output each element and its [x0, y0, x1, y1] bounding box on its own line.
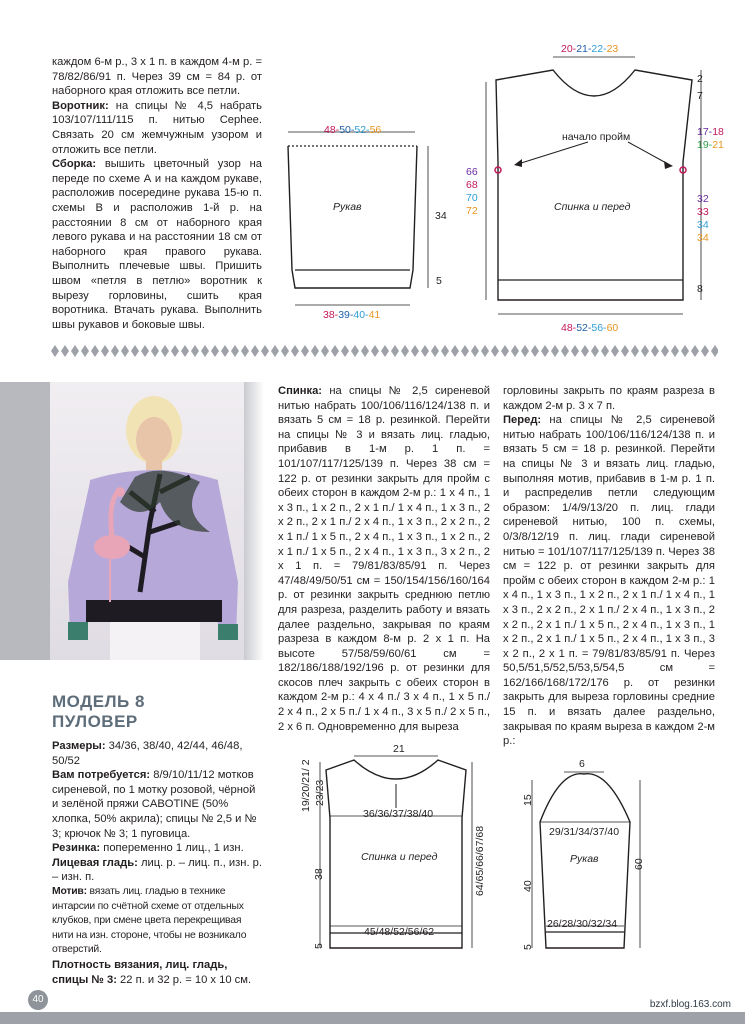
back-label: Спинка: [278, 385, 323, 397]
sleeve-schema-top [270, 120, 450, 330]
paragraph: каждом 6-м р., 3 х 1 п. в каждом 4-м р. = 78/82/86/91 п. Через 39 см = 84 р. от наборного края отложить все петли. [52, 56, 262, 98]
s-cuff: 5 [522, 944, 534, 950]
body-armhole-lengths: 17-18 19-21 [697, 126, 724, 151]
front-instructions [503, 384, 715, 749]
bold-label: Воротник: [52, 99, 109, 112]
paragraph-body: на спицы № 4,5 набрать 103/107/111/115 п. нитью Cephee. Связать 20 см жемчужным узором и отложить все петли. [52, 99, 262, 156]
density-paragraph: Плотность вязания, лиц. гладь, спицы № 3: 22 п. и 32 р. = 10 х 10 см. [52, 958, 252, 986]
sleeve-label: Рукав [333, 201, 362, 213]
body-schema-top [478, 52, 723, 337]
b-left-top: 19/20/21/ 2 [300, 759, 312, 812]
motif-paragraph: Мотив: вязать лиц. гладью в технике интарсии по счётной схеме от отдельных клубков, при смене цвета перекрещивая нити на изн. стороне, чтобы не возникало отверстий. [52, 885, 247, 956]
page-number: 40 [28, 990, 48, 1010]
b-left-top2: 23/23 [314, 779, 326, 806]
model-photo [50, 382, 244, 660]
bold-label: Сборка: [52, 158, 97, 171]
b-neck: 21 [393, 743, 405, 755]
body-label: Спинка и перед [554, 201, 631, 213]
b-chest: 36/36/37/38/40 [363, 808, 434, 820]
sleeve-schema-bottom [520, 760, 670, 978]
stockinette-paragraph: Лицевая гладь: лиц. р. – лиц. п., изн. р. – изн. п. [52, 856, 263, 884]
armhole-label: начало пройм [562, 131, 631, 143]
body-shoulder-2: 2 [697, 73, 703, 85]
photo-edge-decor [244, 382, 264, 660]
sleeve-top-width: 48-50-52-56 [324, 124, 382, 136]
s-cuff-width: 26/28/30/32/34 [547, 918, 618, 930]
b-rib: 5 [313, 943, 325, 949]
body-neck-width: 20-21-22-23 [561, 43, 619, 55]
front-text: на спицы № 2,5 сиреневой нитью набрать 100/106/116/124/138 п. и вязать 5 см = 18 р. резинкой. Перейти на спицы № 3 и вязать лиц. гладью, выполняя мотив, прибавив в 1-м р. 1 п. и распределив петли следующим образом: 1/4/9/13/20 п. лиц. глади сиреневой нитью, 100 п. схемы, 0/3/8/12/19 п. лиц. глади сиреневой нитью = 101/107/117/125/139 п. Через 38 см = 122 р. от резинки закрыть для пройм с обеих сторон в каждом 2-м р.: 1 х 4 п., 1 х 3 п., 1 х 2 п., 2 х 1 п./ 1 х 4 п., 1 х 3 п., 2 х 2 п., 2 х 1 п./ 2 х 4 п., 1 х 3 п., 2 х 2 п., 2 х 1 п./ 1 х 5 п., 2 х 4 п., 1 х 3 п., 1 х 2 п., 2 х 1 п./ 1 х 5 п., 2 х 4 п., 1 х 3 п., 3 х 2 п., 2 х 1 п. = 79/81/83/85/91 п. Через 50,5/51,5/52,5/53,5/54,5 см = 162/166/168/172/176 р. от резинки закрыть для выреза горловины средние 15 п. и вязать далее раздельно, закрывая по краям выреза в каждом 2-м р.: [503, 414, 715, 748]
s-label: Рукав [570, 853, 599, 865]
model-title-line2: ПУЛОВЕР [52, 712, 138, 731]
sleeve-bottom-width: 38-39-40-41 [323, 309, 381, 321]
s-total: 60 [633, 858, 645, 870]
top-text-block [52, 55, 262, 332]
body-lower-lengths: 32 33 34 34 [697, 193, 709, 244]
model-info-block [52, 739, 262, 987]
body-schema-bottom [298, 748, 498, 978]
back-instructions [278, 384, 490, 734]
sidebar-decor [0, 382, 50, 660]
materials-paragraph: Вам потребуется: 8/9/10/11/12 мотков сиреневой, по 1 мотку розовой, чёрной и зелёной пряжи CABOTINE (50% хлопка, 50% акрила); спицы № 2,5 и № 3; крючок № 3; 1 пуговица. [52, 769, 257, 840]
s-side: 40 [522, 880, 534, 892]
collar-paragraph [52, 99, 262, 157]
decorative-divider [50, 344, 718, 358]
b-hem: 45/48/52/56/62 [364, 926, 435, 938]
s-cap-height: 15 [522, 794, 534, 806]
body-shoulder-7: 7 [697, 90, 703, 102]
sizes-paragraph: Размеры: 34/36, 38/40, 42/44, 46/48, 50/52 [52, 740, 243, 767]
front-label: Перед: [503, 414, 542, 427]
body-bottom-width: 48-52-56-60 [561, 322, 619, 334]
b-label: Спинка и перед [361, 851, 438, 863]
rib-paragraph: Резинка: попеременно 1 лиц., 1 изн. [52, 842, 244, 855]
b-total: 64/65/66/67/68 [474, 825, 486, 896]
body-rib: 8 [697, 283, 703, 295]
neckline-text: горловины закрыть по краям разреза в каждом 2-м р. 3 х 7 п. [503, 385, 715, 412]
b-side: 38 [313, 868, 325, 880]
assembly-paragraph [52, 157, 262, 332]
footer-bar [0, 1012, 745, 1024]
model-title-line1: МОДЕЛЬ 8 [52, 692, 145, 711]
s-cap-top: 6 [579, 758, 585, 770]
body-left-lengths: 66 68 70 72 [466, 166, 478, 217]
s-upper: 29/31/34/37/40 [549, 826, 620, 838]
back-text: на спицы № 2,5 сиреневой нитью набрать 100/106/116/124/138 п. и вязать 5 см = 18 р. резинкой. Перейти на спицы № 3 и вязать лиц. гладью, прибавив в 1-м р. 1 п. = 101/107/117/125/139 п. Через 38 см = 122 р. от резинки закрыть для пройм с обеих сторон в каждом 2-м р.: 1 х 4 п., 1 х 3 п., 1 х 2 п., 2 х 1 п./ 1 х 4 п., 1 х 3 п., 2 х 2 п., 2 х 1 п./ 2 х 4 п., 1 х 3 п., 2 х 2 п., 2 х 1 п./ 1 х 5 п., 2 х 4 п., 1 х 3 п., 1 х 2 п., 2 х 1 п./ 1 х 5 п., 2 х 4 п., 1 х 3 п., 3 х 2 п., 2 х 1 п. = 79/81/83/85/91 п. Через 47/48/49/50/51 см = 150/154/156/160/164 р. от резинки закрыть среднюю петлю для разреза, разделить работу и вязать далее раздельно, закрывая по краям разреза в каждом 8-м р. 2 х 1 п. На высоте 57/58/59/60/61 см = 182/186/188/192/196 р. от резинки для скосов плеч закрыть с обеих сторон в каждом 2-м р.: 4 х 4 п./ 3 х 4 п., 1 х 5 п./ 2 х 4 п., 2 х 5 п./ 1 х 4 п., 3 х 5 п./ 2 х 5 п., 2 х 6 п. Одновременно для выреза [278, 385, 490, 733]
model-title [52, 692, 145, 732]
footer-url: bzxf.blog.163.com [646, 998, 735, 1011]
sleeve-cuff: 5 [436, 275, 442, 287]
sleeve-height: 34 [435, 210, 447, 222]
paragraph-body: вышить цветочный узор на переде по схеме А и на каждом рукаве, расположив посередине рукава 15-ю п. схемы В и расположив 1-й р. на расстоянии 8 см от наборного края левого рукава и на расстоянии 18 см от наборного края правого рукава. Выполнить плечевые швы. Пришить швом «петля в петлю» воротник к вырезу горловины, сшить края воротника. Втачать рукава. Выполнить швы рукавов и боковые швы. [52, 158, 262, 331]
